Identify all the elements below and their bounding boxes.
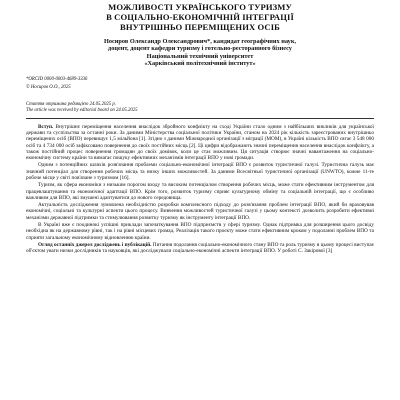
author-line: Національний технічний університет [146,52,254,60]
author-line: «Харківський політехнічний інститут» [144,60,256,68]
article-body [26,124,374,255]
paragraph: Туризм, як сфера економіки з низьким порогом входу та високим потенціалом створення робочих місць, може стати ефективним інструментом для працевлаштування та економічної адаптації ВПО. Крім того, розвиток туризму сприяє культурному обміну та соціальній інтеграції, що є особливо важливим для ВПО, які змушені адаптуватися до нового середовища. [26,182,374,201]
section-lead: Вступ. [38,123,54,130]
paragraph: Одним з потенційних шляхів розв'язання проблеми соціально-економічної інтеграції ВПО є розвиток туристичної галузі. Туристична галузь має значний потенціал для створення робочих місць та низку інших можливостей. За даними Всесвітньої туристичної організації (UNWTO), кожне 11-те робоче місце у світі пов'язане з туризмом [16]. [26,162,374,181]
author-line: Носиров Олександр Олександрович*, кандидат географічних наук, [103,38,297,45]
title-line: МОЖЛИВОСТІ УКРАЇНСЬКОГО ТУРИЗМУ [108,2,292,12]
paragraph-introduction [26,124,374,162]
author-line: доцент, доцент кафедри туризму і готельно-ресторанного бізнесу [108,45,292,53]
received-date-uk: Стаття отримана редакцією 24.05.2025 р. [26,101,116,107]
paragraph: В Україні вже є поодинокі успішні приклади започаткування ВПО підприємств у сфері туризму. Однак підтримка для розширення цього досвіду необхідна як на державному рівні, так і на рівні місцевих громад. Реалізація такого проєкту може стати ефективним кроком у подоланні проблем ВПО та сприяти загальному економічному відновленню країни. [26,222,374,241]
section-lead: Огляд останніх джерел досліджень і публікацій. [38,241,152,248]
orcid-id: *ORCID 0000-0003-4689-3336 [26,76,88,82]
paragraph: Актуальність дослідження зумовлена необхідністю розробки комплексного підходу до розв'язання проблем інтеграції ВПО, який би враховував економічні, соціальні та культурні аспекти цього процесу. Вивчення можливостей туристичної галузі у цьому контексті дозволить розробити ефективні механізми державної підтримки та стимулювання розвитку туризму як інструменту інтеграції ВПО. [26,202,374,221]
article-title [26,0,374,32]
divider [26,118,374,119]
title-line: ВНУТРІШНЬО ПЕРЕМІЩЕНИХ ОСІБ [120,22,280,32]
received-date-en: The article was received by editorial board on 24.05.2025 [26,107,138,113]
received-dates [26,102,374,114]
paragraph-literature-review [26,242,374,255]
paragraph-text: Питання подолання соціально-економічного стану ВПО та роль туризму в цьому процесі виступає об'єктом уваги низки дослідників та науковців, які досліджували соціально-економічні аспекти інтеграції ВПО. У роботі С. Закірової [3] [26,241,374,255]
title-line: В СОЦІАЛЬНО-ЕКОНОМІЧНІЙ ІНТЕГРАЦІЇ [106,12,294,22]
copyright-line: © Носиров О.О., 2025 [26,84,71,90]
paragraph-text: Внутрішнє переміщення населення внаслідок збройного конфлікту на сході України стало одним з найбільших викликів для української держави та суспільства за останні роки. За даними Міністерства соціальної політики України, станом на 2024 рік кількість зареєстрованих внутрішньо переміщених осіб (ВПО) перевищує 1,5 мільйона [1]. Згідно з даними Міжнародної організації з міграції (МОМ), в Україні кількість ВПО сягає 3 548 000 осіб та 4 734 000 осіб зафіксовано повернення до своїх постійних місць [2]. Ці цифри відображають значні переміщення населення внаслідок конфлікту, а також постійний процес повернення громадян до своїх домівок, коли це стає можливим. Ця ситуація створює значні навантаження на соціально-економічну систему країни та вимагає пошуку ефективних механізмів інтеграції ВПО у нові громади. [26,123,374,162]
author-block [26,38,374,68]
